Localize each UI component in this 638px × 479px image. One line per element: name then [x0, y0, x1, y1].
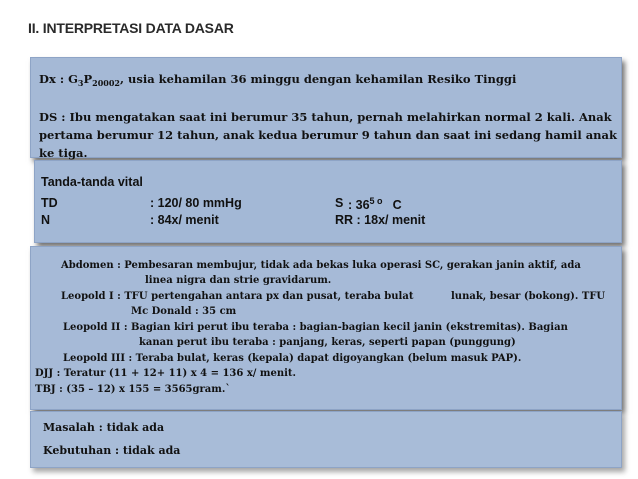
djj-line: DJJ : Teratur (11 + 12+ 11) x 4 = 136 x/ menit.	[35, 368, 297, 379]
abdomen-line-2: linea nigra dan strie gravidarum.	[145, 275, 332, 286]
td-label: TD	[41, 196, 58, 210]
problem-box	[30, 411, 622, 468]
s-value-number: : 36	[348, 198, 370, 212]
vital-signs-box	[34, 160, 622, 243]
s-value-sup: 5 o	[369, 196, 383, 206]
n-label: N	[41, 213, 51, 227]
section-heading: II. INTERPRETASI DATA DASAR	[28, 20, 234, 36]
dx-g-sub: 3	[77, 78, 84, 88]
leopold1-line-1: Leopold I : TFU pertengahan antara px dan pusat, teraba bulat	[61, 291, 414, 302]
vital-title: Tanda-tanda vital	[41, 175, 143, 189]
dx-suffix: , usia kehamilan 36 minggu dengan kehamilan Resiko Tinggi	[119, 72, 517, 86]
dx-p: P	[83, 72, 93, 86]
tbj-line: TBJ : (35 – 12) x 155 = 3565gram.`	[35, 384, 231, 395]
leopold1-line-2: lunak, besar (bokong). TFU	[451, 291, 606, 302]
leopold2-line-1: Leopold II : Bagian kiri perut ibu teraba : bagian-bagian kecil janin (ekstremitas). Bagian	[63, 322, 568, 333]
s-value	[348, 196, 402, 212]
leopold3-line: Leopold III : Teraba bulat, keras (kepala) dapat digoyangkan (belum masuk PAP).	[63, 353, 522, 364]
dx-p-sub: 20002	[92, 78, 120, 88]
s-label: S	[335, 196, 344, 210]
masalah-line: Masalah : tidak ada	[43, 421, 165, 434]
examination-box	[30, 246, 622, 410]
ds-text: DS : Ibu mengatakan saat ini berumur 35 tahun, pernah melahirkan normal 2 kali. Anak pertama berumur 12 tahun, anak kedua berumur 9 tahun dan saat ini sedang hamil anak ke tiga.	[39, 110, 617, 160]
leopold1-line-3: Mc Donald : 35 cm	[131, 306, 237, 317]
dx-line	[39, 72, 516, 88]
dx-prefix: Dx : G	[39, 72, 78, 86]
kebutuhan-line: Kebutuhan : tidak ada	[43, 444, 181, 457]
td-value: : 120/ 80 mmHg	[150, 196, 242, 210]
leopold2-line-2: kanan perut ibu teraba : panjang, keras, seperti papan (punggung)	[139, 337, 516, 348]
s-unit: C	[392, 198, 402, 212]
diagnosis-box	[30, 57, 622, 158]
n-value: : 84x/ menit	[150, 213, 219, 227]
rr-value: RR : 18x/ menit	[335, 213, 426, 227]
abdomen-line-1: Abdomen : Pembesaran membujur, tidak ada bekas luka operasi SC, gerakan janin aktif, ada	[61, 260, 581, 271]
